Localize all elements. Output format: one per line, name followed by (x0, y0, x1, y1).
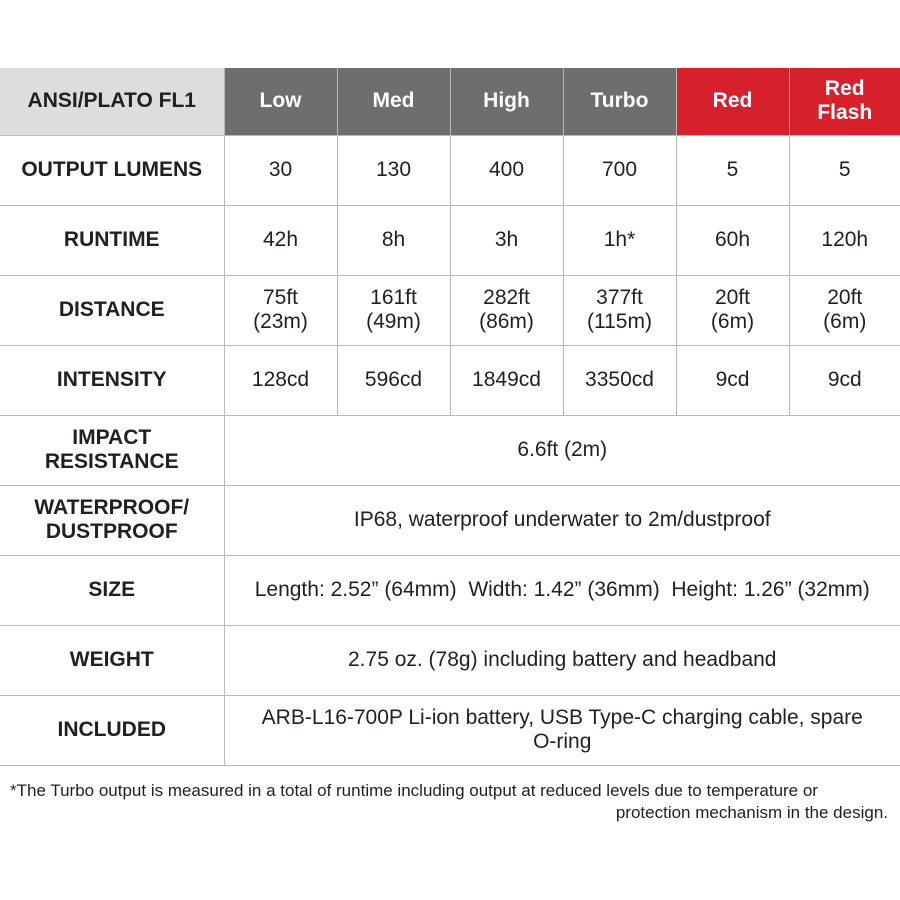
intensity-turbo: 3350cd (563, 345, 676, 415)
distance-label: DISTANCE (0, 275, 224, 345)
included-value: ARB-L16-700P Li-ion battery, USB Type-C charging cable, spare O-ring (224, 695, 900, 765)
mode-high-header: High (450, 68, 563, 135)
runtime-label: RUNTIME (0, 205, 224, 275)
mode-low-header: Low (224, 68, 337, 135)
mode-red-flash-header: Red Flash (789, 68, 900, 135)
output-red-flash: 5 (789, 135, 900, 205)
distance-red: 20ft (6m) (676, 275, 789, 345)
runtime-turbo: 1h* (563, 205, 676, 275)
runtime-med: 8h (337, 205, 450, 275)
footnote-line-1: *The Turbo output is measured in a total of runtime including output at reduced levels due to temperature or (10, 781, 818, 800)
runtime-red: 60h (676, 205, 789, 275)
waterproof-value: IP68, waterproof underwater to 2m/dustproof (224, 485, 900, 555)
mode-med-header: Med (337, 68, 450, 135)
intensity-label: INTENSITY (0, 345, 224, 415)
runtime-high: 3h (450, 205, 563, 275)
output-red: 5 (676, 135, 789, 205)
standard-label: ANSI/PLATO FL1 (0, 68, 224, 135)
intensity-red-flash: 9cd (789, 345, 900, 415)
runtime-low: 42h (224, 205, 337, 275)
output-low: 30 (224, 135, 337, 205)
distance-turbo: 377ft (115m) (563, 275, 676, 345)
impact-resistance-row (0, 415, 900, 485)
size-value: Length: 2.52” (64mm) Width: 1.42” (36mm) Height: 1.26” (32mm) (224, 555, 900, 625)
mode-turbo-header: Turbo (563, 68, 676, 135)
mode-red-header: Red (676, 68, 789, 135)
intensity-row (0, 345, 900, 415)
waterproof-row (0, 485, 900, 555)
included-row (0, 695, 900, 765)
impact-resistance-value: 6.6ft (2m) (224, 415, 900, 485)
intensity-high: 1849cd (450, 345, 563, 415)
size-row (0, 555, 900, 625)
size-label: SIZE (0, 555, 224, 625)
distance-high: 282ft (86m) (450, 275, 563, 345)
intensity-med: 596cd (337, 345, 450, 415)
turbo-footnote (10, 780, 888, 824)
footnote-line-2: protection mechanism in the design. (615, 803, 888, 822)
spec-table (0, 68, 900, 766)
output-lumens-row (0, 135, 900, 205)
intensity-low: 128cd (224, 345, 337, 415)
output-high: 400 (450, 135, 563, 205)
distance-low: 75ft (23m) (224, 275, 337, 345)
waterproof-label: WATERPROOF/ DUSTPROOF (0, 485, 224, 555)
distance-red-flash: 20ft (6m) (789, 275, 900, 345)
distance-row (0, 275, 900, 345)
runtime-red-flash: 120h (789, 205, 900, 275)
weight-label: WEIGHT (0, 625, 224, 695)
weight-value: 2.75 oz. (78g) including battery and headband (224, 625, 900, 695)
included-label: INCLUDED (0, 695, 224, 765)
intensity-red: 9cd (676, 345, 789, 415)
impact-resistance-label: IMPACT RESISTANCE (0, 415, 224, 485)
runtime-row (0, 205, 900, 275)
output-lumens-label: OUTPUT LUMENS (0, 135, 224, 205)
output-turbo: 700 (563, 135, 676, 205)
output-med: 130 (337, 135, 450, 205)
header-row (0, 68, 900, 135)
distance-med: 161ft (49m) (337, 275, 450, 345)
weight-row (0, 625, 900, 695)
